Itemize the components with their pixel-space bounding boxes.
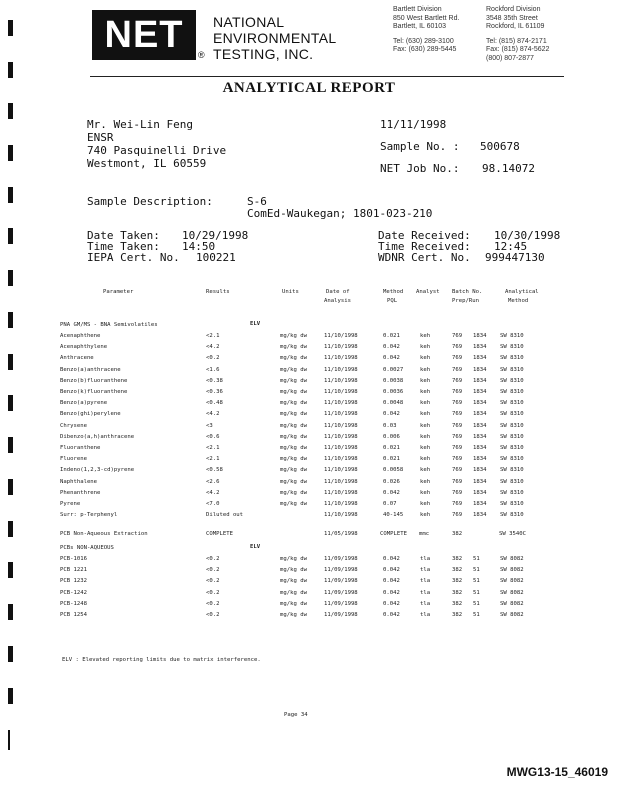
table-cell: 382	[452, 600, 463, 607]
table-cell: 51	[473, 600, 480, 607]
table-cell: tla	[420, 589, 431, 596]
table-cell: <4.2	[206, 489, 220, 496]
table-cell: 382	[452, 612, 463, 618]
time-received-value: 12:45	[494, 240, 528, 253]
sample-no-label: Sample No. :	[380, 140, 460, 153]
time-received-label: Time Received:	[378, 240, 471, 253]
table-cell: mg/kg dw	[280, 389, 307, 395]
table-cell: keh	[420, 400, 431, 407]
table-cell: SW 8310	[500, 411, 524, 418]
binder-mark	[8, 479, 13, 495]
table-cell: 769	[452, 400, 463, 407]
extraction-analyst: mmc	[419, 531, 430, 537]
table-cell: mg/kg dw	[280, 366, 307, 373]
company-name-line: TESTING, INC.	[213, 46, 314, 62]
table-cell: 1834	[473, 344, 487, 351]
net-job-label: NET Job No.:	[380, 162, 460, 175]
company-name-line: NATIONAL	[213, 14, 285, 30]
table-cell: keh	[420, 366, 431, 373]
iepa-cert-label: IEPA Cert. No.	[87, 251, 180, 264]
col-header-analytical-2: Method	[508, 298, 529, 304]
table-cell: 0.042	[383, 567, 400, 574]
table-cell: <7.0	[206, 501, 220, 507]
extraction-batch: 382	[452, 531, 463, 537]
binder-mark	[8, 312, 13, 328]
table-cell: 769	[452, 366, 463, 373]
sample-no-value: 500678	[480, 140, 520, 153]
company-name-line: ENVIRONMENTAL	[213, 30, 337, 46]
table-cell: 0.042	[383, 612, 400, 618]
table-cell: 0.0058	[383, 467, 404, 474]
table-cell: SW 8310	[500, 389, 524, 395]
table-cell: <2.1	[206, 456, 220, 463]
table-cell: 11/10/1998	[324, 400, 358, 407]
table-cell: 769	[452, 478, 463, 485]
table-cell: <0.2	[206, 556, 220, 562]
client-company: ENSR	[87, 131, 114, 144]
table-cell: 769	[452, 445, 463, 451]
col-header-analytical: Analytical	[505, 289, 539, 295]
table-cell: 11/10/1998	[324, 333, 358, 339]
iepa-cert-value: 100221	[196, 251, 236, 264]
table-cell: mg/kg dw	[280, 567, 307, 574]
binder-mark	[8, 521, 13, 537]
table-cell: 1834	[473, 456, 487, 463]
table-cell: 0.0048	[383, 400, 404, 407]
time-taken-label: Time Taken:	[87, 240, 160, 253]
table-cell: 769	[452, 467, 463, 474]
table-cell: 11/10/1998	[324, 411, 358, 418]
table-cell: 769	[452, 456, 463, 463]
extraction-result: COMPLETE	[206, 531, 233, 537]
header-rule	[90, 76, 564, 77]
table-cell: 0.042	[383, 344, 400, 351]
time-taken-value: 14:50	[182, 240, 216, 253]
table-cell: 0.042	[383, 355, 400, 362]
table-cell: 11/10/1998	[324, 355, 358, 362]
table-cell: 11/09/1998	[324, 556, 358, 562]
table-cell: 1834	[473, 445, 487, 451]
wdnr-cert-label: WDNR Cert. No.	[378, 251, 471, 264]
sample-description-label: Sample Description:	[87, 195, 213, 208]
table-cell: keh	[420, 433, 431, 440]
table-cell: 11/10/1998	[324, 478, 358, 485]
table-cell: 382	[452, 567, 463, 574]
table-cell: 11/10/1998	[324, 389, 358, 395]
binder-mark	[8, 730, 10, 750]
table-cell: 11/09/1998	[324, 589, 358, 596]
table-cell: <0.2	[206, 355, 220, 362]
table-cell: keh	[420, 333, 431, 339]
table-cell: PCB-1248	[60, 600, 87, 607]
table-cell: 769	[452, 422, 463, 429]
table-cell: Naphthalene	[60, 478, 98, 485]
table-cell: <2.6	[206, 478, 220, 485]
table-cell: 11/10/1998	[324, 489, 358, 496]
table-cell: SW 8310	[500, 456, 524, 463]
table-cell: 382	[452, 578, 463, 585]
table-cell: <0.2	[206, 600, 220, 607]
table-cell: 0.042	[383, 411, 400, 418]
registered-mark: ®	[198, 50, 205, 60]
table-cell: 40-145	[383, 512, 404, 519]
table-cell: 769	[452, 333, 463, 339]
table-cell: mg/kg dw	[280, 400, 307, 407]
table-cell: keh	[420, 512, 431, 519]
table-cell: <4.2	[206, 344, 220, 351]
table-cell: <0.2	[206, 567, 220, 574]
table-cell: Dibenzo(a,h)anthracene	[60, 433, 135, 440]
table-cell: 11/10/1998	[324, 433, 358, 440]
table-cell: mg/kg dw	[280, 445, 307, 451]
table-cell: 11/10/1998	[324, 344, 358, 351]
binder-mark	[8, 562, 13, 578]
table-cell: 1834	[473, 512, 487, 519]
table-cell: Indeno(1,2,3-cd)pyrene	[60, 467, 135, 474]
col-header-units: Units	[282, 289, 299, 295]
table-cell: keh	[420, 467, 431, 474]
table-cell: SW 8082	[500, 600, 524, 607]
table-cell: 11/10/1998	[324, 501, 358, 507]
table-cell: 1834	[473, 333, 487, 339]
client-street: 740 Pasquinelli Drive	[87, 144, 227, 157]
col-header-pql: PQL	[387, 298, 398, 304]
binder-mark	[8, 270, 13, 286]
footnote: ELV : Elevated reporting limits due to matrix interference.	[62, 657, 261, 663]
section-flag: ELV	[250, 544, 261, 550]
table-cell: 11/10/1998	[324, 512, 358, 519]
table-cell: <0.36	[206, 389, 223, 395]
table-cell: <4.2	[206, 411, 220, 418]
table-cell: mg/kg dw	[280, 411, 307, 418]
report-title: ANALYTICAL REPORT	[222, 80, 396, 96]
table-cell: mg/kg dw	[280, 355, 307, 362]
table-cell: Pyrene	[60, 501, 81, 507]
table-cell: tla	[420, 612, 431, 618]
page-number: Page 34	[284, 712, 308, 718]
binder-mark	[8, 646, 13, 662]
table-cell: 1834	[473, 433, 487, 440]
date-taken-value: 10/29/1998	[182, 229, 249, 242]
table-cell: tla	[420, 567, 431, 574]
table-cell: 0.021	[383, 333, 400, 339]
extraction-status: COMPLETE	[380, 531, 407, 537]
table-cell: mg/kg dw	[280, 333, 307, 339]
col-header-date-2: Analysis	[324, 298, 351, 304]
client-name: Mr. Wei-Lin Feng	[87, 118, 193, 131]
table-cell: <0.38	[206, 377, 223, 384]
wdnr-cert-value: 999447130	[485, 251, 545, 264]
table-cell: SW 8310	[500, 355, 524, 362]
table-cell: PCB-1242	[60, 589, 87, 596]
table-cell: Benzo(k)fluoranthene	[60, 389, 128, 395]
table-cell: keh	[420, 456, 431, 463]
binder-mark	[8, 103, 13, 119]
table-cell: 1834	[473, 478, 487, 485]
table-cell: <3	[206, 422, 213, 429]
table-cell: keh	[420, 411, 431, 418]
table-cell: 1834	[473, 389, 487, 395]
col-header-analyst: Analyst	[416, 289, 440, 295]
table-cell: Acenaphthylene	[60, 344, 108, 351]
table-cell: keh	[420, 422, 431, 429]
table-cell: 11/10/1998	[324, 445, 358, 451]
table-cell: 0.026	[383, 478, 400, 485]
table-cell: 382	[452, 589, 463, 596]
table-cell: tla	[420, 556, 431, 562]
table-cell: 1834	[473, 366, 487, 373]
table-cell: keh	[420, 445, 431, 451]
binder-mark	[8, 145, 13, 161]
table-cell: Benzo(b)fluoranthene	[60, 377, 128, 384]
col-header-batch: Batch No.	[452, 289, 483, 295]
table-cell: 1834	[473, 489, 487, 496]
binder-mark	[8, 604, 13, 620]
table-cell: mg/kg dw	[280, 422, 307, 429]
table-cell: 0.021	[383, 456, 400, 463]
rockford-division-address: Rockford Division 3548 35th Street Rockford, IL 61109 Tel: (815) 874-2171 Fax: (815) 874-5622 (800) 807-2877	[486, 6, 550, 62]
table-cell: 1834	[473, 411, 487, 418]
table-cell: Fluoranthene	[60, 445, 101, 451]
date-received-label: Date Received:	[378, 229, 471, 242]
net-job-value: 98.14072	[482, 162, 535, 175]
table-cell: mg/kg dw	[280, 433, 307, 440]
table-cell: Benzo(ghi)perylene	[60, 411, 121, 418]
table-cell: mg/kg dw	[280, 600, 307, 607]
table-cell: 51	[473, 612, 480, 618]
table-cell: 1834	[473, 355, 487, 362]
table-cell: 51	[473, 567, 480, 574]
table-cell: <0.48	[206, 400, 223, 407]
table-cell: SW 8310	[500, 489, 524, 496]
report-date: 11/11/1998	[380, 118, 447, 131]
table-cell: Diluted out	[206, 512, 244, 519]
table-cell: Surr: p-Terphenyl	[60, 512, 118, 519]
sample-description-line1: S-6	[247, 195, 267, 208]
table-cell: Benzo(a)anthracene	[60, 366, 121, 373]
table-cell: 769	[452, 344, 463, 351]
table-cell: 769	[452, 389, 463, 395]
company-logo: NET	[92, 10, 196, 60]
col-header-date: Date of	[326, 289, 350, 295]
table-cell: mg/kg dw	[280, 589, 307, 596]
extraction-method: SW 3540C	[499, 531, 526, 537]
table-cell: 1834	[473, 377, 487, 384]
table-cell: 11/10/1998	[324, 467, 358, 474]
section-flag: ELV	[250, 321, 261, 327]
table-cell: 11/09/1998	[324, 578, 358, 585]
table-cell: keh	[420, 478, 431, 485]
table-cell: <0.2	[206, 578, 220, 585]
table-cell: 0.042	[383, 489, 400, 496]
table-cell: PCB 1232	[60, 578, 87, 585]
table-cell: mg/kg dw	[280, 344, 307, 351]
table-cell: Phenanthrene	[60, 489, 101, 496]
table-cell: PCB-1016	[60, 556, 87, 562]
table-cell: SW 8310	[500, 433, 524, 440]
table-cell: mg/kg dw	[280, 456, 307, 463]
table-cell: 11/10/1998	[324, 456, 358, 463]
table-cell: 769	[452, 501, 463, 507]
table-cell: Anthracene	[60, 355, 94, 362]
table-cell: 0.0027	[383, 366, 404, 373]
table-cell: SW 8082	[500, 567, 524, 574]
table-cell: Chrysene	[60, 422, 87, 429]
col-header-results: Results	[206, 289, 230, 295]
table-cell: SW 8082	[500, 578, 524, 585]
binder-mark	[8, 688, 13, 704]
table-cell: SW 8082	[500, 589, 524, 596]
table-cell: mg/kg dw	[280, 578, 307, 585]
binder-mark	[8, 20, 13, 36]
table-cell: Acenaphthene	[60, 333, 101, 339]
table-cell: 0.07	[383, 501, 397, 507]
table-cell: SW 8310	[500, 445, 524, 451]
table-cell: PCB 1221	[60, 567, 87, 574]
binder-mark	[8, 354, 13, 370]
table-cell: keh	[420, 377, 431, 384]
table-cell: 51	[473, 589, 480, 596]
table-cell: 769	[452, 512, 463, 519]
table-cell: 0.0038	[383, 377, 404, 384]
table-cell: 1834	[473, 400, 487, 407]
table-cell: <0.58	[206, 467, 223, 474]
col-header-parameter: Parameter	[103, 289, 134, 295]
col-header-method: Method	[383, 289, 404, 295]
table-cell: SW 8310	[500, 400, 524, 407]
table-cell: SW 8310	[500, 422, 524, 429]
table-cell: keh	[420, 389, 431, 395]
table-cell: 0.021	[383, 445, 400, 451]
table-cell: 769	[452, 355, 463, 362]
table-cell: SW 8310	[500, 512, 524, 519]
table-cell: keh	[420, 501, 431, 507]
table-cell: keh	[420, 344, 431, 351]
table-cell: mg/kg dw	[280, 501, 307, 507]
table-cell: 769	[452, 489, 463, 496]
table-cell: <2.1	[206, 445, 220, 451]
table-cell: SW 8310	[500, 467, 524, 474]
binder-mark	[8, 187, 13, 203]
table-cell: 0.03	[383, 422, 397, 429]
table-cell: SW 8310	[500, 478, 524, 485]
table-cell: mg/kg dw	[280, 612, 307, 618]
client-city: Westmont, IL 60559	[87, 157, 207, 170]
table-cell: 1834	[473, 422, 487, 429]
table-cell: 11/10/1998	[324, 366, 358, 373]
table-cell: mg/kg dw	[280, 556, 307, 562]
table-cell: 11/10/1998	[324, 422, 358, 429]
extraction-date: 11/05/1998	[324, 531, 358, 537]
table-cell: mg/kg dw	[280, 377, 307, 384]
table-cell: tla	[420, 578, 431, 585]
table-cell: <0.2	[206, 589, 220, 596]
date-received-value: 10/30/1998	[494, 229, 561, 242]
table-cell: PCB 1254	[60, 612, 87, 618]
table-cell: SW 8082	[500, 612, 524, 618]
table-cell: Benzo(a)pyrene	[60, 400, 108, 407]
table-cell: 769	[452, 433, 463, 440]
table-cell: SW 8310	[500, 333, 524, 339]
extraction-parameter: PCB Non-Aqueous Extraction	[60, 531, 148, 537]
table-cell: 11/09/1998	[324, 612, 358, 618]
table-cell: <0.6	[206, 433, 220, 440]
table-cell: 0.042	[383, 589, 400, 596]
table-cell: keh	[420, 489, 431, 496]
table-cell: 1834	[473, 501, 487, 507]
date-taken-label: Date Taken:	[87, 229, 160, 242]
table-cell: mg/kg dw	[280, 478, 307, 485]
section-title: PCBs NON-AQUEOUS	[60, 545, 114, 551]
table-cell: 769	[452, 411, 463, 418]
section-title: PNA GM/MS - BNA Semivolatiles	[60, 322, 158, 328]
table-cell: 0.042	[383, 600, 400, 607]
col-header-batch-2: Prep/Run	[452, 298, 479, 304]
table-cell: SW 8082	[500, 556, 524, 562]
table-cell: keh	[420, 355, 431, 362]
table-cell: mg/kg dw	[280, 467, 307, 474]
table-cell: SW 8310	[500, 344, 524, 351]
binder-mark	[8, 395, 13, 411]
table-cell: SW 8310	[500, 366, 524, 373]
table-cell: 51	[473, 556, 480, 562]
table-cell: <1.6	[206, 366, 220, 373]
table-cell: Fluorene	[60, 456, 87, 463]
table-cell: 769	[452, 377, 463, 384]
binder-mark	[8, 437, 13, 453]
binder-mark	[8, 62, 13, 78]
document-id: MWG13-15_46019	[506, 765, 608, 779]
table-cell: <2.1	[206, 333, 220, 339]
table-cell: 1834	[473, 467, 487, 474]
table-cell: tla	[420, 600, 431, 607]
table-cell: 0.006	[383, 433, 400, 440]
sample-description-line2: ComEd-Waukegan; 1801-023-210	[247, 207, 433, 220]
table-cell: 11/09/1998	[324, 567, 358, 574]
table-cell: 11/10/1998	[324, 377, 358, 384]
table-cell: <0.2	[206, 612, 220, 618]
table-cell: mg/kg dw	[280, 489, 307, 496]
table-cell: 0.042	[383, 556, 400, 562]
table-cell: SW 8310	[500, 501, 524, 507]
bartlett-division-address: Bartlett Division 850 West Bartlett Rd. Bartlett, IL 60103 Tel: (630) 289-3100 Fax: (630) 289-5445	[393, 6, 460, 54]
table-cell: 51	[473, 578, 480, 585]
table-cell: SW 8310	[500, 377, 524, 384]
binder-mark	[8, 228, 13, 244]
table-cell: 0.0036	[383, 389, 404, 395]
table-cell: 382	[452, 556, 463, 562]
table-cell: 0.042	[383, 578, 400, 585]
table-cell: 11/09/1998	[324, 600, 358, 607]
